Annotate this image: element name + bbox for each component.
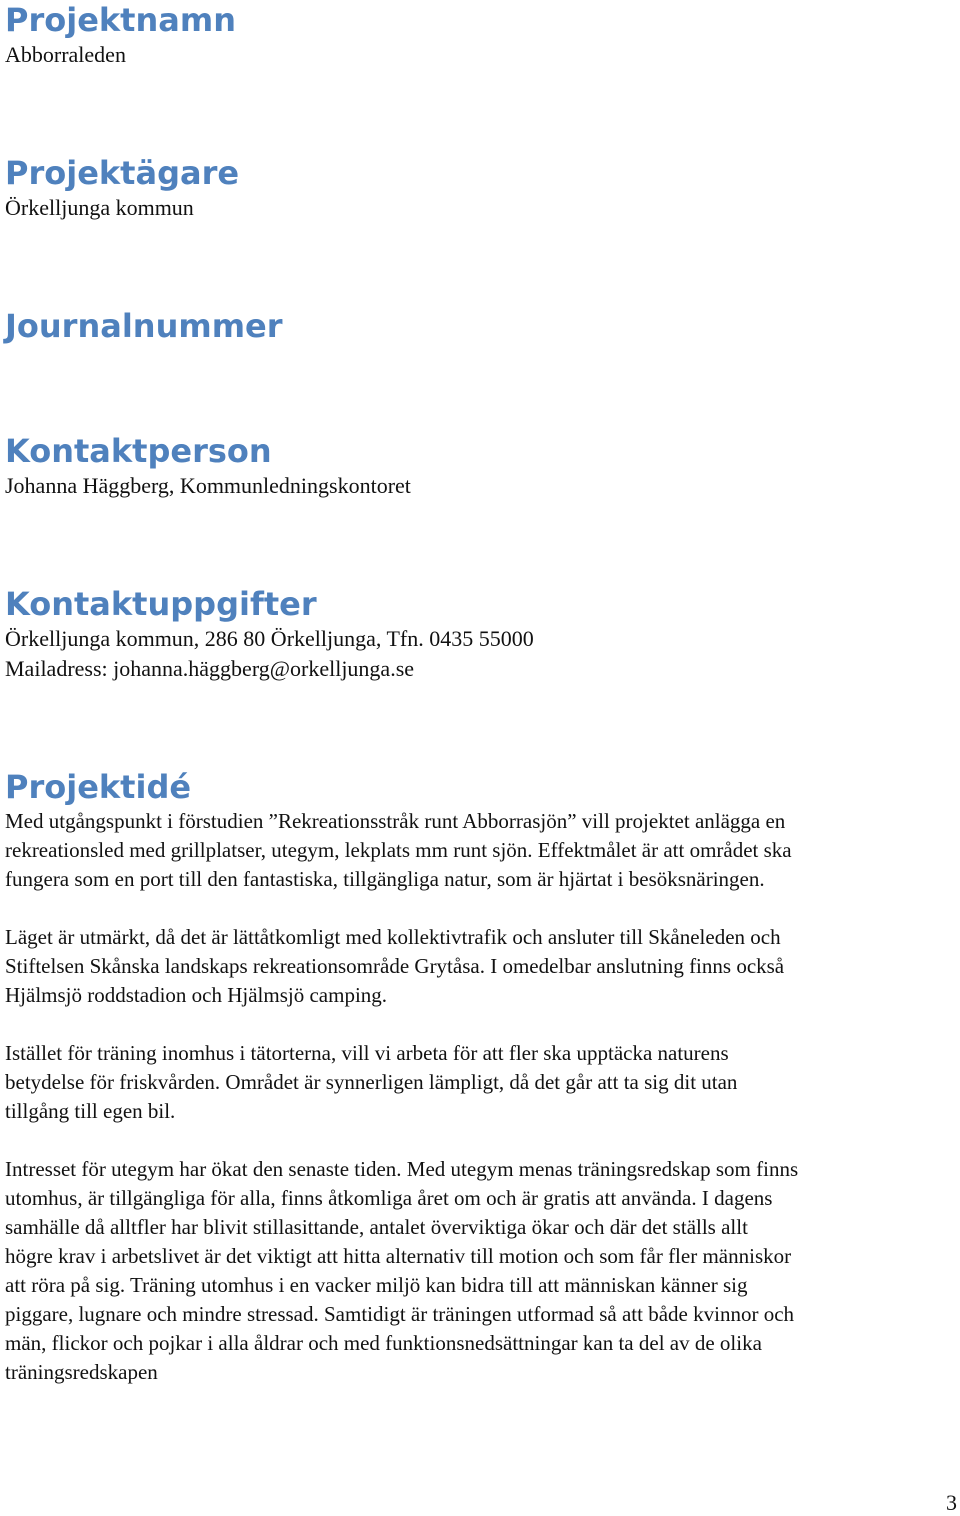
heading-projektide: Projektidé — [5, 768, 192, 806]
contact-email-line: Mailadress: johanna.häggberg@orkelljunga.se — [5, 656, 415, 681]
value-projektnamn: Abborraleden — [5, 42, 126, 67]
paragraph-line: Med utgångspunkt i förstudien ”Rekreationsstråk runt Abborrasjön” vill projektet anlägga en — [5, 809, 786, 833]
paragraph-line: tillgång till egen bil. — [5, 1099, 176, 1123]
paragraph-line: rekreationsled med grillplatser, utegym, lekplats mm runt sjön. Effektmålet är att området ska — [5, 838, 792, 862]
section-journalnummer — [5, 306, 955, 346]
paragraph-1 — [5, 807, 955, 894]
paragraph-line: Läget är utmärkt, då det är lättåtkomligt med kollektivtrafik och ansluter till Skåneleden och — [5, 925, 781, 949]
paragraph-line: högre krav i arbetslivet är det viktigt att hitta alternativ till motion och som får fler människor — [5, 1244, 792, 1268]
paragraph-line: utomhus, är tillgängliga för alla, finns åtkomliga året om och är gratis att använda. I dagens — [5, 1186, 773, 1210]
paragraph-line: Istället för träning inomhus i tätorterna, vill vi arbeta för att fler ska upptäcka naturens — [5, 1041, 729, 1065]
heading-projektnamn: Projektnamn — [5, 1, 236, 39]
section-kontaktperson — [5, 431, 955, 501]
value-projektagare: Örkelljunga kommun — [5, 195, 194, 220]
heading-kontaktuppgifter: Kontaktuppgifter — [5, 585, 317, 623]
section-projektagare — [5, 153, 955, 223]
paragraph-line: samhälle då alltfler har blivit stillasittande, antalet överviktiga ökar och där det ställs allt — [5, 1215, 748, 1239]
paragraph-line: betydelse för friskvården. Området är synnerligen lämpligt, då det går att ta sig dit utan — [5, 1070, 738, 1094]
paragraph-3 — [5, 1039, 955, 1126]
heading-kontaktperson: Kontaktperson — [5, 432, 272, 470]
page-number: 3 — [946, 1490, 957, 1515]
heading-projektagare: Projektägare — [5, 154, 240, 192]
paragraph-line: att röra på sig. Träning utomhus i en vacker miljö kan bidra till att människan känner sig — [5, 1273, 748, 1297]
heading-journalnummer: Journalnummer — [5, 307, 283, 345]
contact-address-line: Örkelljunga kommun, 286 80 Örkelljunga, Tfn. 0435 55000 — [5, 626, 534, 651]
section-projektide — [5, 767, 955, 1387]
paragraph-line: träningsredskapen — [5, 1360, 158, 1384]
paragraph-line: piggare, lugnare och mindre stressad. Samtidigt är träningen utformad så att både kvinnor och — [5, 1302, 795, 1326]
paragraph-line: Hjälmsjö roddstadion och Hjälmsjö camping. — [5, 983, 388, 1007]
paragraph-4 — [5, 1155, 955, 1387]
paragraph-line: män, flickor och pojkar i alla åldrar och med funktionsnedsättningar kan ta del av de olika — [5, 1331, 762, 1355]
value-kontaktperson: Johanna Häggberg, Kommunledningskontoret — [5, 473, 411, 498]
paragraph-line: Intresset för utegym har ökat den senaste tiden. Med utegym menas träningsredskap som finns — [5, 1157, 799, 1181]
paragraph-2 — [5, 923, 955, 1010]
paragraph-line: Stiftelsen Skånska landskaps rekreationsområde Grytåsa. I omedelbar anslutning finns också — [5, 954, 785, 978]
paragraph-line: fungera som en port till den fantastiska, tillgängliga natur, som är hjärtat i besöksnäringen. — [5, 867, 765, 891]
section-projektnamn — [5, 0, 955, 70]
section-kontaktuppgifter — [5, 584, 955, 684]
